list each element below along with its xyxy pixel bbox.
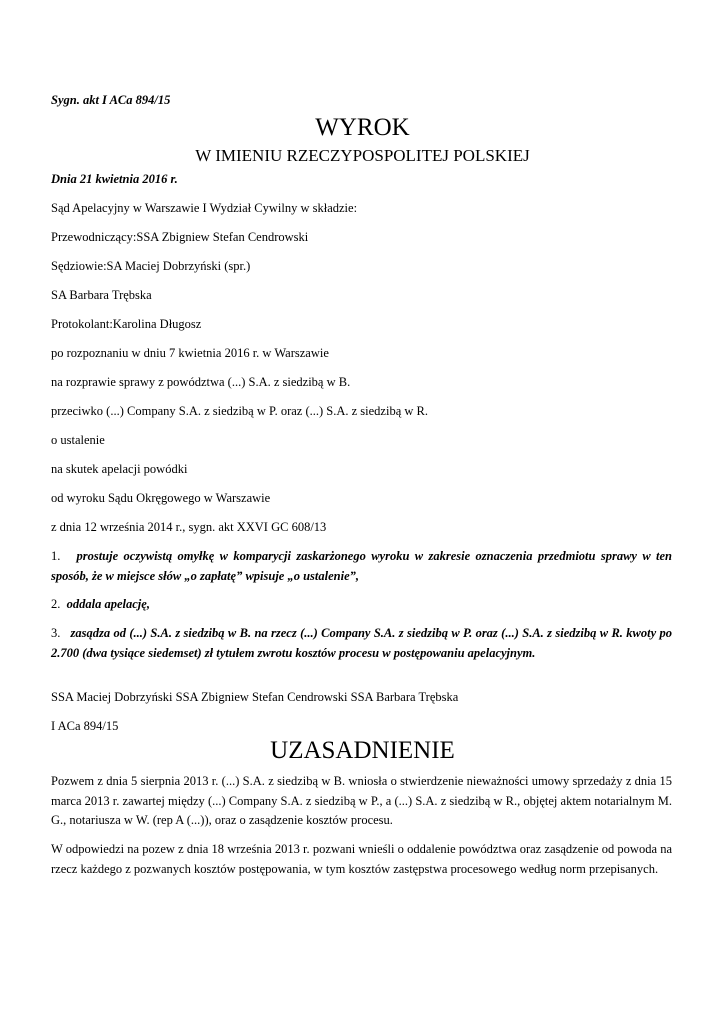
ruling-number: 1.	[51, 549, 61, 563]
ruling-item-3	[51, 624, 672, 663]
judge-signatures: SSA Maciej Dobrzyński SSA Zbigniew Stefan Cendrowski SSA Barbara Trębska	[51, 690, 459, 704]
ruling-item-2	[51, 595, 672, 615]
case-reference: I ACa 894/15	[51, 719, 119, 733]
justification-paragraph: Pozwem z dnia 5 sierpnia 2013 r. (...) S.A. z siedzibą w B. wniosła o stwierdzenie nieważności umowy sprzedaży z dnia 15 marca 2013 r. zawartej między (...) Company S.A. z siedzibą w P., a (...) S.A. z siedzibą w R., objętej aktem notarialnym M. G., notariusza w W. (rep A (...)), oraz o zasądzenie kosztów procesu.	[51, 774, 672, 827]
presiding-judge: Przewodniczący:SSA Zbigniew Stefan Cendrowski	[51, 230, 309, 244]
justification-title: UZASADNIENIE	[270, 737, 455, 764]
ruling-number: 2.	[51, 597, 61, 611]
document-subtitle: W IMIENIU RZECZYPOSPOLITEJ POLSKIEJ	[195, 146, 530, 165]
ruling-number: 3.	[51, 626, 61, 640]
judge-rapporteur: Sędziowie:SA Maciej Dobrzyński (spr.)	[51, 259, 251, 273]
ruling-item-1	[51, 547, 672, 586]
lower-court-line: od wyroku Sądu Okręgowego w Warszawie	[51, 491, 271, 505]
case-subject: o ustalenie	[51, 433, 105, 447]
hearing-date: po rozpoznaniu w dniu 7 kwietnia 2016 r. w Warszawie	[51, 346, 329, 360]
case-signature: Sygn. akt I ACa 894/15	[51, 93, 171, 107]
judgment-date: Dnia 21 kwietnia 2016 r.	[51, 172, 178, 186]
ruling-text: prostuje oczywistą omyłkę w komparycji zaskarżonego wyroku w zakresie oznaczenia przedmiotu sprawy w ten sposób, że w miejsce słów „o zapłatę” wpisuje „o ustalenie”,	[51, 549, 672, 583]
justification-paragraph: W odpowiedzi na pozew z dnia 18 września 2013 r. pozwani wnieśli o oddalenie powództwa oraz zasądzenie od powoda na rzecz każdego z pozwanych kosztów postępowania, w tym kosztów zastępstwa procesowego według norm przepisanych.	[51, 842, 672, 876]
ruling-text: zasądza od (...) S.A. z siedzibą w B. na rzecz (...) Company S.A. z siedzibą w P. oraz (...) S.A. z siedzibą w R. kwoty po 2.700 (dwa tysiące siedemset) zł tytułem zwrotu kosztów procesu w postępowaniu apelacyjnym.	[51, 626, 673, 660]
ruling-text: oddala apelację,	[66, 597, 150, 611]
plaintiff-line: na rozprawie sprawy z powództwa (...) S.A. z siedzibą w B.	[51, 375, 351, 389]
judge: SA Barbara Trębska	[51, 288, 152, 302]
document-title: WYROK	[315, 114, 410, 141]
defendants-line: przeciwko (...) Company S.A. z siedzibą w P. oraz (...) S.A. z siedzibą w R.	[51, 404, 428, 418]
appeal-line: na skutek apelacji powódki	[51, 462, 188, 476]
court-clerk: Protokolant:Karolina Długosz	[51, 317, 202, 331]
lower-court-judgment-line: z dnia 12 września 2014 r., sygn. akt XXVI GC 608/13	[51, 520, 327, 534]
court-composition: Sąd Apelacyjny w Warszawie I Wydział Cywilny w składzie:	[51, 201, 358, 215]
